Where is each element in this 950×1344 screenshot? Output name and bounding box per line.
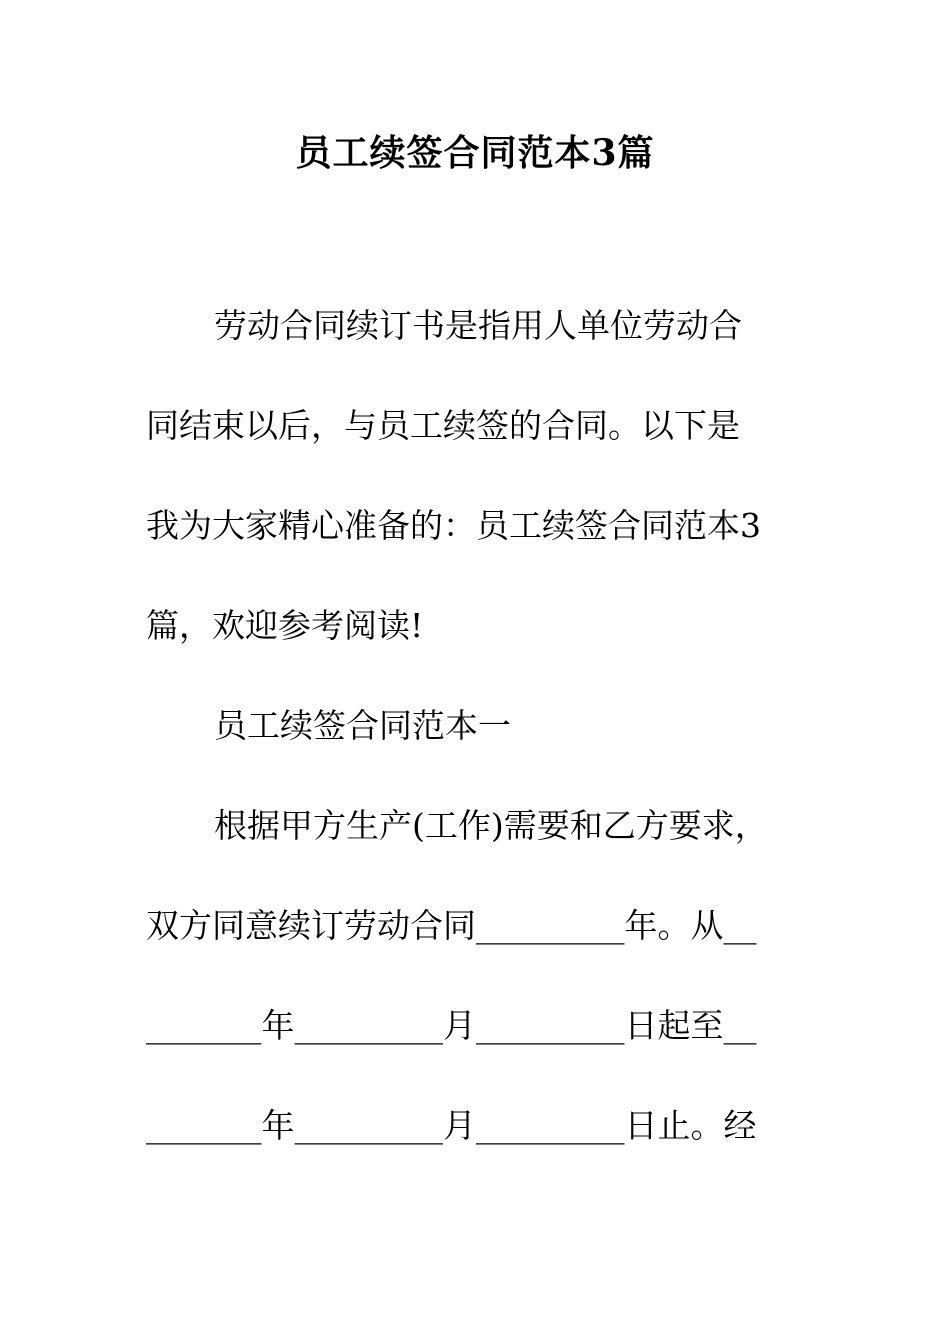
paragraph-intro-line-3: 我为大家精心准备的：员工续签合同范本3: [146, 506, 761, 545]
contract-body-line-3: _______年_________月_________日起至__: [146, 1006, 757, 1045]
contract-body-line-1: 根据甲方生产(工作)需要和乙方要求，: [214, 806, 768, 845]
section-heading: 员工续签合同范本一: [214, 706, 511, 745]
paragraph-intro-line-4: 篇，欢迎参考阅读!: [146, 606, 424, 645]
contract-body-line-4: _______年_________月_________日止。经: [146, 1106, 757, 1145]
document-title: 员工续签合同范本3篇: [295, 132, 655, 174]
paragraph-intro-line-2: 同结束以后，与员工续签的合同。以下是: [146, 406, 740, 445]
paragraph-intro-line-1: 劳动合同续订书是指用人单位劳动合: [214, 306, 742, 345]
contract-body-line-2: 双方同意续订劳动合同_________年。从__: [146, 906, 757, 945]
